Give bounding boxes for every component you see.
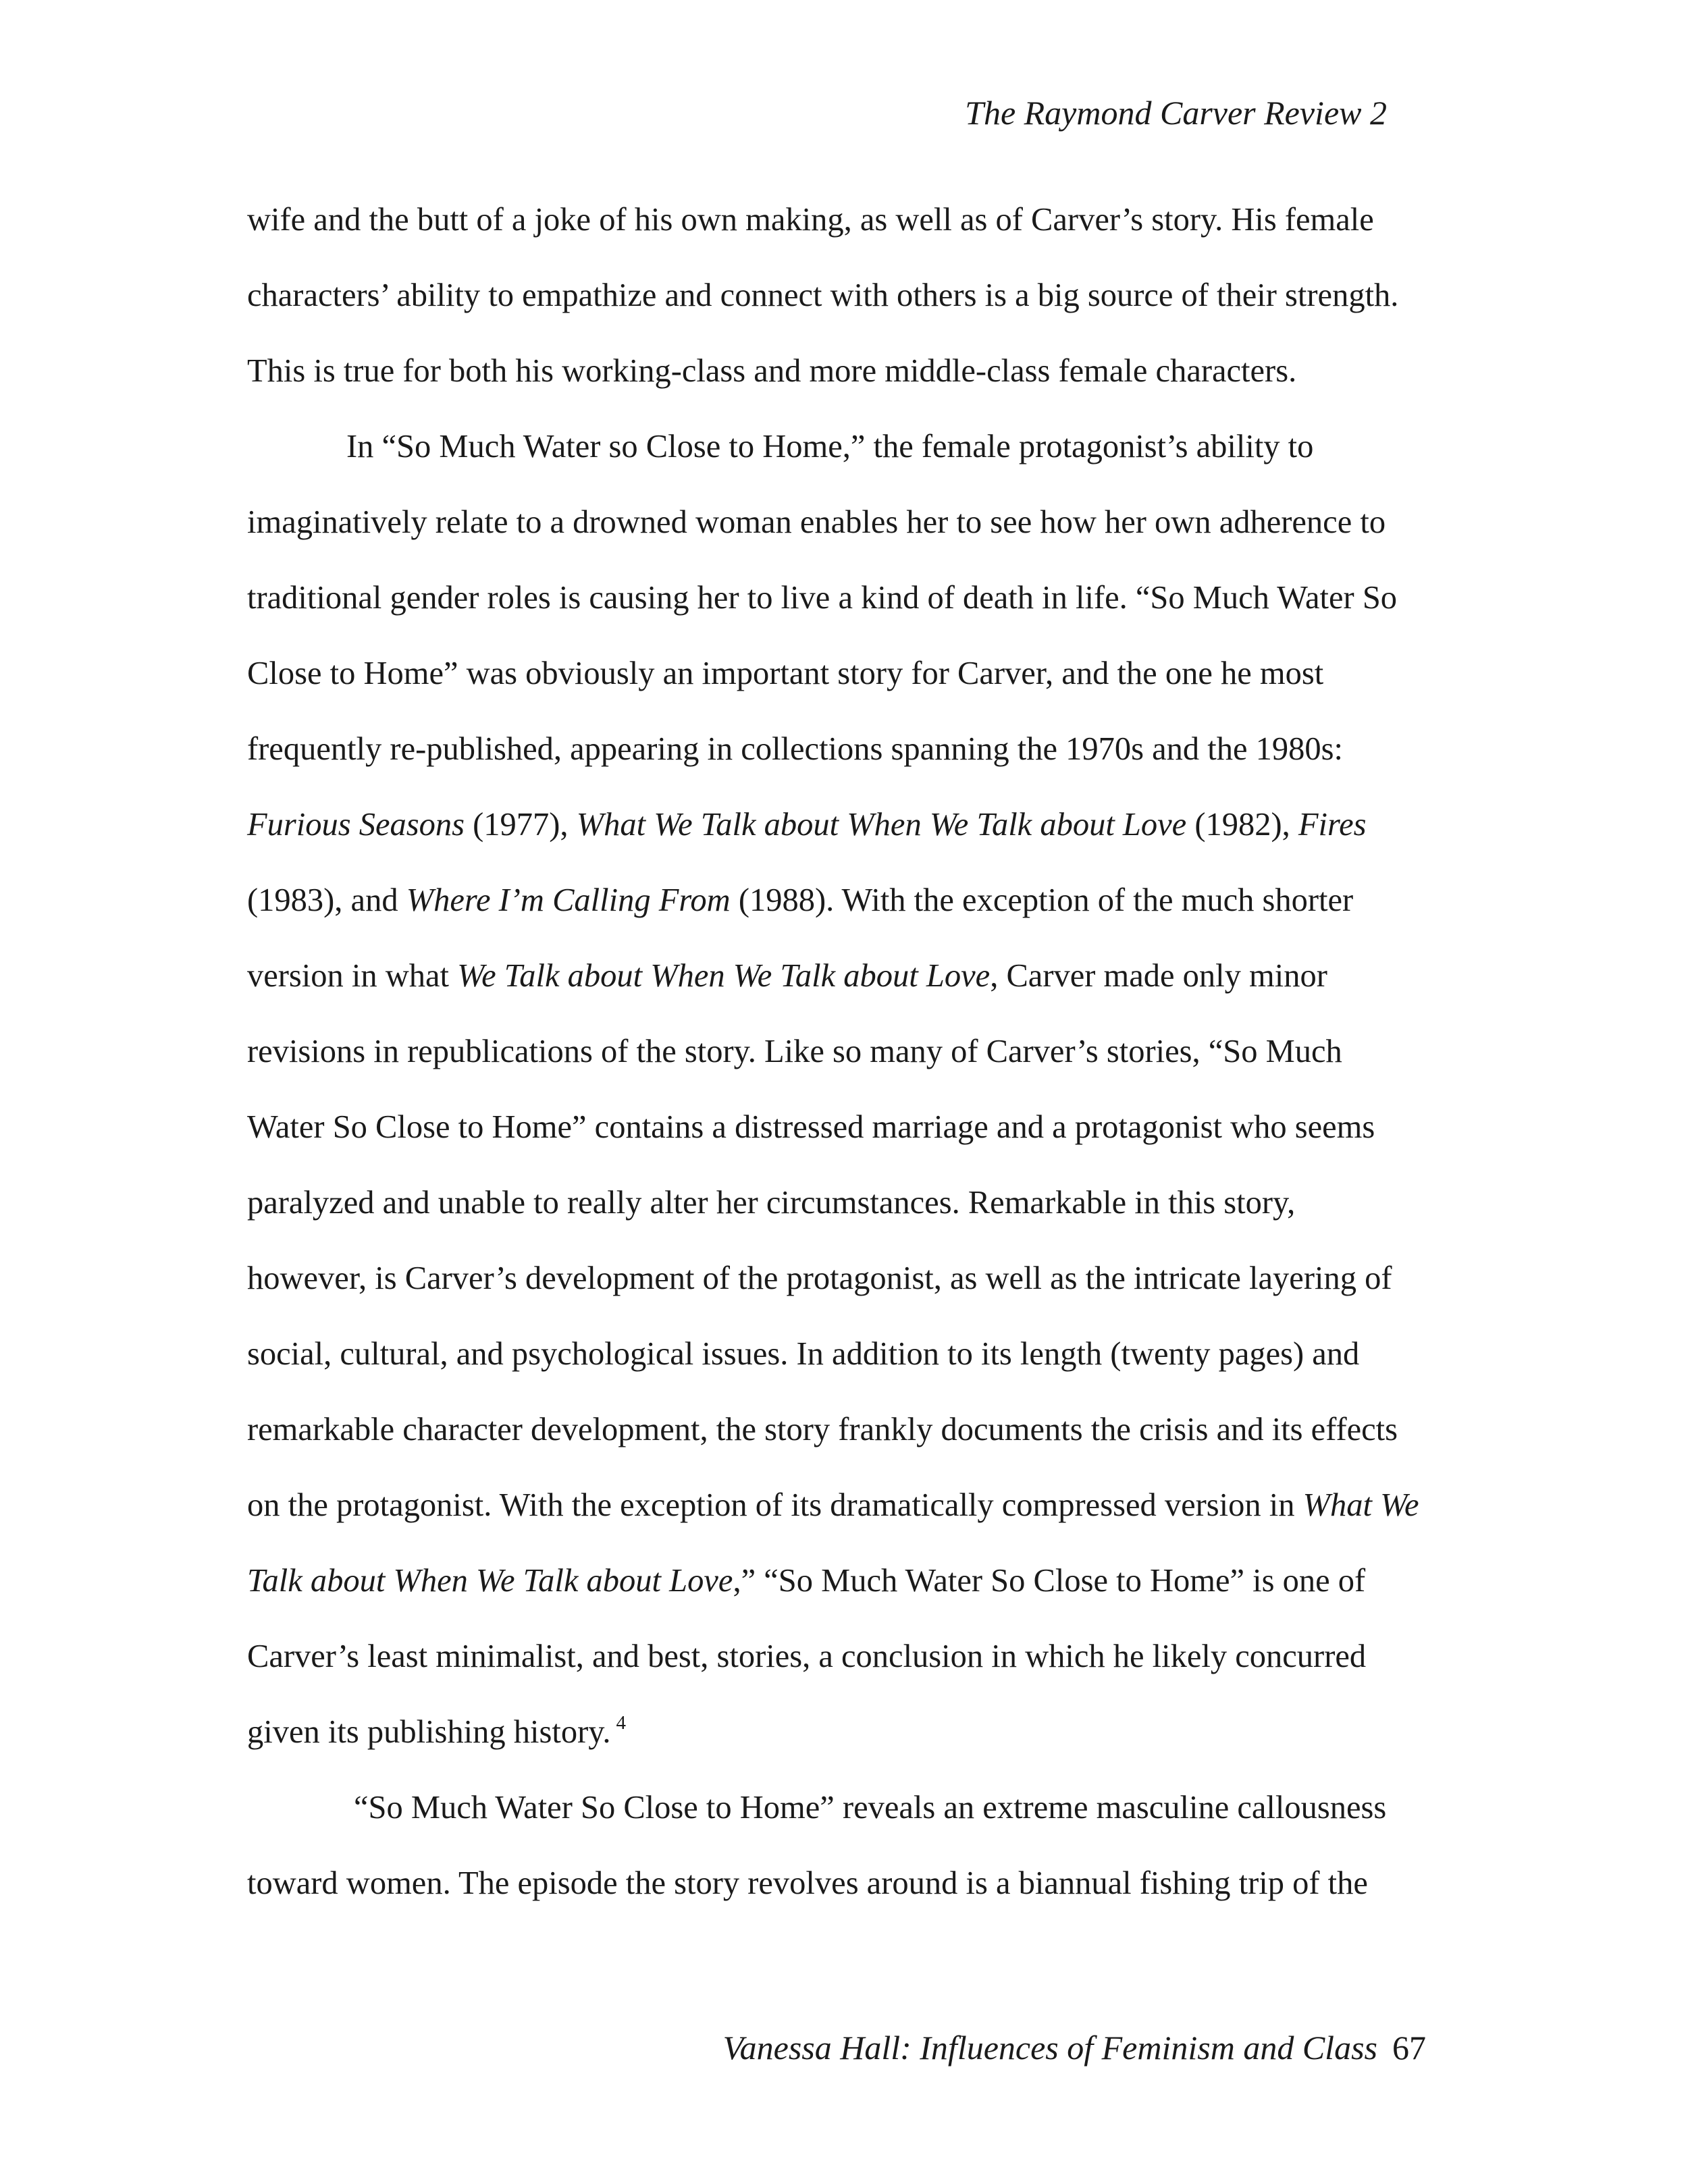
- text-line: [247, 960, 1327, 993]
- page-number: 67: [1392, 2029, 1426, 2067]
- text-line: Close to Home” was obviously an important story for Carver, and the one he most: [247, 656, 1324, 691]
- text-line: paralyzed and unable to really alter her circumstances. Remarkable in this story,: [247, 1185, 1296, 1221]
- footnote-marker[interactable]: 4: [616, 1712, 626, 1734]
- text-line: toward women. The episode the story revolves around is a biannual fishing trip of the: [247, 1865, 1368, 1901]
- text-line: [247, 809, 1366, 842]
- book-title: What We: [1302, 1487, 1419, 1523]
- text-line: [247, 884, 1353, 917]
- running-footer: [723, 2031, 1426, 2065]
- text-line: Carver’s least minimalist, and best, stories, a conclusion in which he likely concurred: [247, 1639, 1367, 1674]
- book-title: Where I’m Calling From: [406, 882, 731, 918]
- text-segment: (1983), and: [247, 882, 406, 918]
- text-line: revisions in republications of the story. Like so many of Carver’s stories, “So Much: [247, 1034, 1342, 1069]
- text-line: [247, 1489, 1419, 1522]
- text-line: [247, 1712, 626, 1750]
- text-line: remarkable character development, the story frankly documents the crisis and its effects: [247, 1412, 1398, 1447]
- text-line: [247, 1565, 1365, 1598]
- text-segment: given its publishing history.: [247, 1714, 611, 1750]
- text-line: characters’ ability to empathize and connect with others is a big source of their strength.: [247, 277, 1399, 313]
- text-segment: , Carver made only minor: [990, 958, 1327, 994]
- book-title: Talk about When We Talk about Love: [247, 1563, 733, 1599]
- text-line: imaginatively relate to a drowned woman enables her to see how her own adherence to: [247, 504, 1386, 540]
- text-line: wife and the butt of a joke of his own making, as well as of Carver’s story. His female: [247, 202, 1374, 238]
- text-line: frequently re-published, appearing in collections spanning the 1970s and the 1980s:: [247, 731, 1344, 767]
- book-title: We Talk about When We Talk about Love: [457, 958, 991, 994]
- paragraph-start-line: In “So Much Water so Close to Home,” the female protagonist’s ability to: [346, 429, 1314, 464]
- text-segment: (1988). With the exception of the much shorter: [730, 882, 1354, 918]
- text-line: traditional gender roles is causing her to live a kind of death in life. “So Much Water So: [247, 580, 1398, 616]
- text-line: however, is Carver’s development of the protagonist, as well as the intricate layering of: [247, 1260, 1392, 1296]
- text-segment: on the protagonist. With the exception of its dramatically compressed version in: [247, 1487, 1303, 1523]
- text-segment: version in what: [247, 958, 458, 994]
- paragraph-start-line: “So Much Water So Close to Home” reveals an extreme masculine callousness: [354, 1790, 1387, 1826]
- footer-title: Vanessa Hall: Influences of Feminism and Class: [722, 2029, 1377, 2067]
- book-title: Fires: [1298, 807, 1367, 843]
- running-header: The Raymond Carver Review 2: [965, 94, 1387, 132]
- text-segment: ,” “So Much Water So Close to Home” is one of: [733, 1563, 1366, 1599]
- text-segment: (1982),: [1186, 807, 1298, 843]
- book-title: What We Talk about When We Talk about Love: [576, 807, 1187, 843]
- text-line: social, cultural, and psychological issues. In addition to its length (twenty pages) and: [247, 1336, 1360, 1372]
- text-line: This is true for both his working-class and more middle-class female characters.: [247, 353, 1297, 389]
- text-line: Water So Close to Home” contains a distressed marriage and a protagonist who seems: [247, 1109, 1375, 1145]
- text-segment: (1977),: [465, 807, 577, 843]
- book-title: Furious Seasons: [247, 807, 465, 843]
